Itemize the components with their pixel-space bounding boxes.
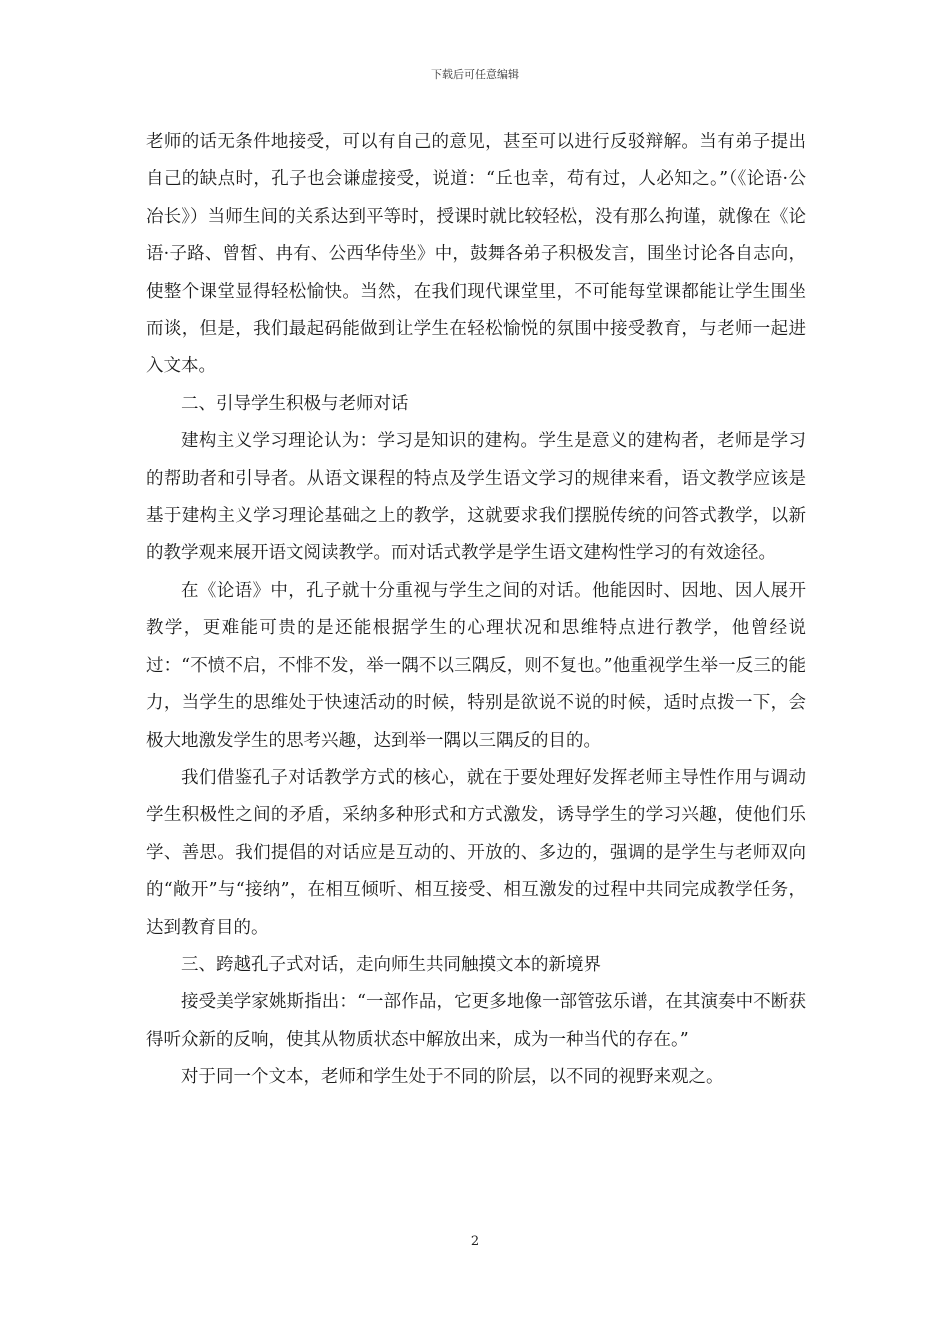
paragraph-constructivism: 建构主义学习理论认为：学习是知识的建构。学生是意义的建构者，老师是学习的帮助者和引导者。从语文课程的特点及学生语文学习的规律来看，语文教学应该是基于建构主义学习理论基础之上的教学，这就要求我们摆脱传统的问答式教学，以新的教学观来展开语文阅读教学。而对话式教学是学生语文建构性学习的有效途径。 — [146, 431, 806, 564]
paragraph-confucius-dialogue: 在《论语》中，孔子就十分重视与学生之间的对话。他能因时、因地、因人展开教学，更难能可贵的是还能根据学生的心理状况和思维特点进行教学，他曾经说过：“不愤不启，不悱不发，举一隅不以三隅反，则不复也。”他重视学生举一反三的能力，当学生的思维处于快速活动的时候，特别是欲说不说的时候，适时点拨一下，会极大地激发学生的思考兴趣，达到举一隅以三隅反的目的。 — [146, 580, 806, 751]
section-heading-3: 三、跨越孔子式对话，走向师生共同触摸文本的新境界 — [181, 954, 601, 975]
section-heading-2: 二、引导学生积极与老师对话 — [181, 393, 409, 414]
paragraph-same-text: 对于同一个文本，老师和学生处于不同的阶层，以不同的视野来观之。 — [181, 1067, 724, 1088]
paragraph-jauss-quote: 接受美学家姚斯指出：“一部作品，它更多地像一部管弦乐谱，在其演奏中不断获得听众新的反响，使其从物质状态中解放出来，成为一种当代的存在。” — [146, 992, 806, 1050]
paragraph-continuation: 老师的话无条件地接受，可以有自己的意见，甚至可以进行反驳辩解。当有弟子提出自己的缺点时，孔子也会谦虚接受，说道：“丘也幸，苟有过，人必知之。”（《论语·公冶长》）当师生间的关系达到平等时，授课时就比较轻松，没有那么拘谨，就像在《论语·子路、曾皙、冉有、公西华侍坐》中，鼓舞各弟子积极发言，围坐讨论各自志向，使整个课堂显得轻松愉快。当然，在我们现代课堂里，不可能每堂课都能让学生围坐而谈，但是，我们最起码能做到让学生在轻松愉悦的氛围中接受教育，与老师一起进入文本。 — [146, 132, 806, 377]
paragraph-dialogue-core: 我们借鉴孔子对话教学方式的核心，就在于要处理好发挥老师主导性作用与调动学生积极性之间的矛盾，采纳多种形式和方式激发，诱导学生的学习兴趣，使他们乐学、善思。我们提倡的对话应是互动的、开放的、多边的，强调的是学生与老师双向的“敞开”与“接纳”，在相互倾听、相互接受、相互激发的过程中共同完成教学任务，达到教育目的。 — [146, 767, 806, 938]
page-header: 下载后可任意编辑 — [431, 68, 519, 81]
page-number: 2 — [470, 1234, 480, 1249]
document-body — [146, 124, 806, 1097]
